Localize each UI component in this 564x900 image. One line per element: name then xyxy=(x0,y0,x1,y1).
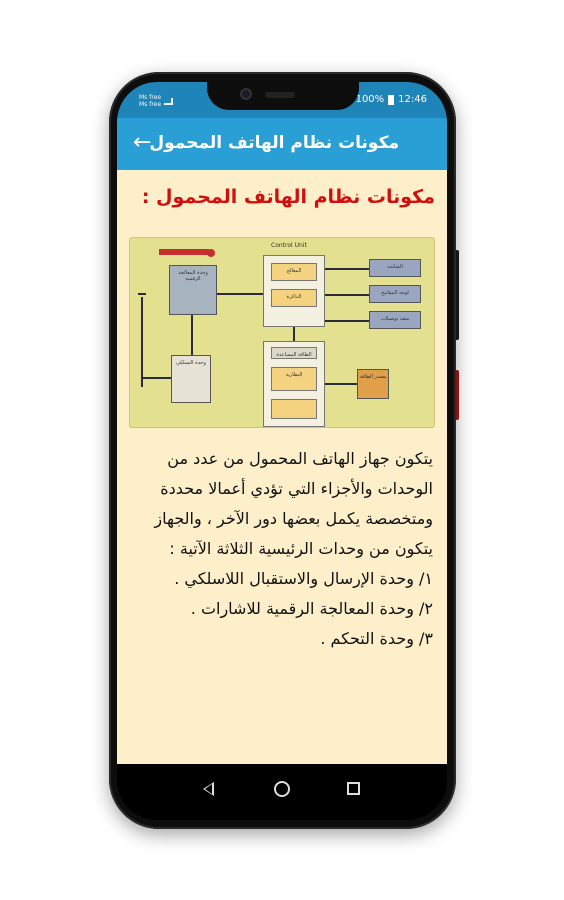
screen-box xyxy=(369,259,421,277)
memory-box-label: الذاكرة xyxy=(286,294,302,300)
dsp-box-label: وحدة المعالجة الرقمية xyxy=(178,270,208,282)
battery-box xyxy=(271,367,317,391)
earpiece xyxy=(265,92,295,98)
rf-box xyxy=(171,355,211,403)
battery-icon xyxy=(388,95,394,105)
screen-box-label: الشاشة xyxy=(387,264,403,270)
diagram-line xyxy=(191,315,193,355)
arrow-back-icon[interactable]: ← xyxy=(133,130,152,155)
battery-percent: 100% xyxy=(355,94,385,105)
memory-box xyxy=(271,289,317,307)
aux-power-box xyxy=(271,347,317,359)
front-camera xyxy=(240,88,252,100)
diagram-line xyxy=(325,268,369,270)
diagram-line xyxy=(325,294,369,296)
antenna-icon xyxy=(138,293,146,295)
diagram-line xyxy=(325,320,369,322)
list-item: ٢/ وحدة المعالجة الرقمية للاشارات . xyxy=(190,599,433,618)
power-source-box-label: مصدر الطاقة xyxy=(359,374,387,380)
app-bar-title: مكونات نظام الهاتف المحمول xyxy=(149,133,399,153)
regulator-box xyxy=(271,399,317,419)
processor-box-label: المعالج xyxy=(286,268,302,274)
app-bar xyxy=(117,118,447,170)
circle-home-icon[interactable] xyxy=(274,781,290,797)
clock: 12:46 xyxy=(398,94,427,105)
port-box xyxy=(369,311,421,329)
port-box-label: منفذ توصيلات xyxy=(380,316,410,322)
aux-power-box-label: الطاقة المساعدة xyxy=(276,352,312,358)
signal-icon xyxy=(164,98,173,105)
system-nav-bar xyxy=(117,764,447,820)
phone-screen xyxy=(117,82,447,820)
control-unit-label: Control Unit xyxy=(271,242,307,249)
touch-box xyxy=(369,285,421,303)
processor-box xyxy=(271,263,317,281)
article-heading: مكونات نظام الهاتف المحمول : xyxy=(141,186,435,208)
power-source-box xyxy=(357,369,389,399)
article-body xyxy=(128,444,433,654)
list-item: ١/ وحدة الإرسال والاستقبال اللاسلكي . xyxy=(174,569,433,588)
diagram-line xyxy=(325,383,357,385)
list-item: ٣/ وحدة التحكم . xyxy=(320,629,433,648)
paragraph: يتكون جهاز الهاتف المحمول من عدد من الوحدات والأجزاء التي تؤدي أعمالا محددة xyxy=(160,449,433,498)
phone-components-diagram xyxy=(129,237,435,428)
paragraph: ومتخصصة يكمل بعضها دور الآخر ، والجهاز يتكون من وحدات الرئيسية الثلاثة الآتية : xyxy=(154,509,433,558)
carrier-1: Ms free xyxy=(139,94,162,101)
dsp-box xyxy=(169,265,217,315)
speaker-symbol xyxy=(159,249,209,255)
diagram-line xyxy=(217,293,263,295)
carrier-2: Ms free xyxy=(139,101,162,108)
battery-box-label: البطارية xyxy=(285,372,303,378)
rf-box-label: وحدة التسلكي xyxy=(176,360,206,366)
status-bar xyxy=(117,82,447,118)
diagram-line xyxy=(141,297,143,387)
triangle-back-icon[interactable] xyxy=(203,782,214,796)
diagram-line xyxy=(293,327,295,341)
article-content[interactable] xyxy=(117,170,447,764)
touch-box-label: لوحة المفاتيح xyxy=(381,290,409,296)
microphone-symbol xyxy=(207,249,215,257)
diagram-line xyxy=(143,377,171,379)
square-recents-icon[interactable] xyxy=(347,782,360,795)
status-carrier xyxy=(139,94,173,108)
